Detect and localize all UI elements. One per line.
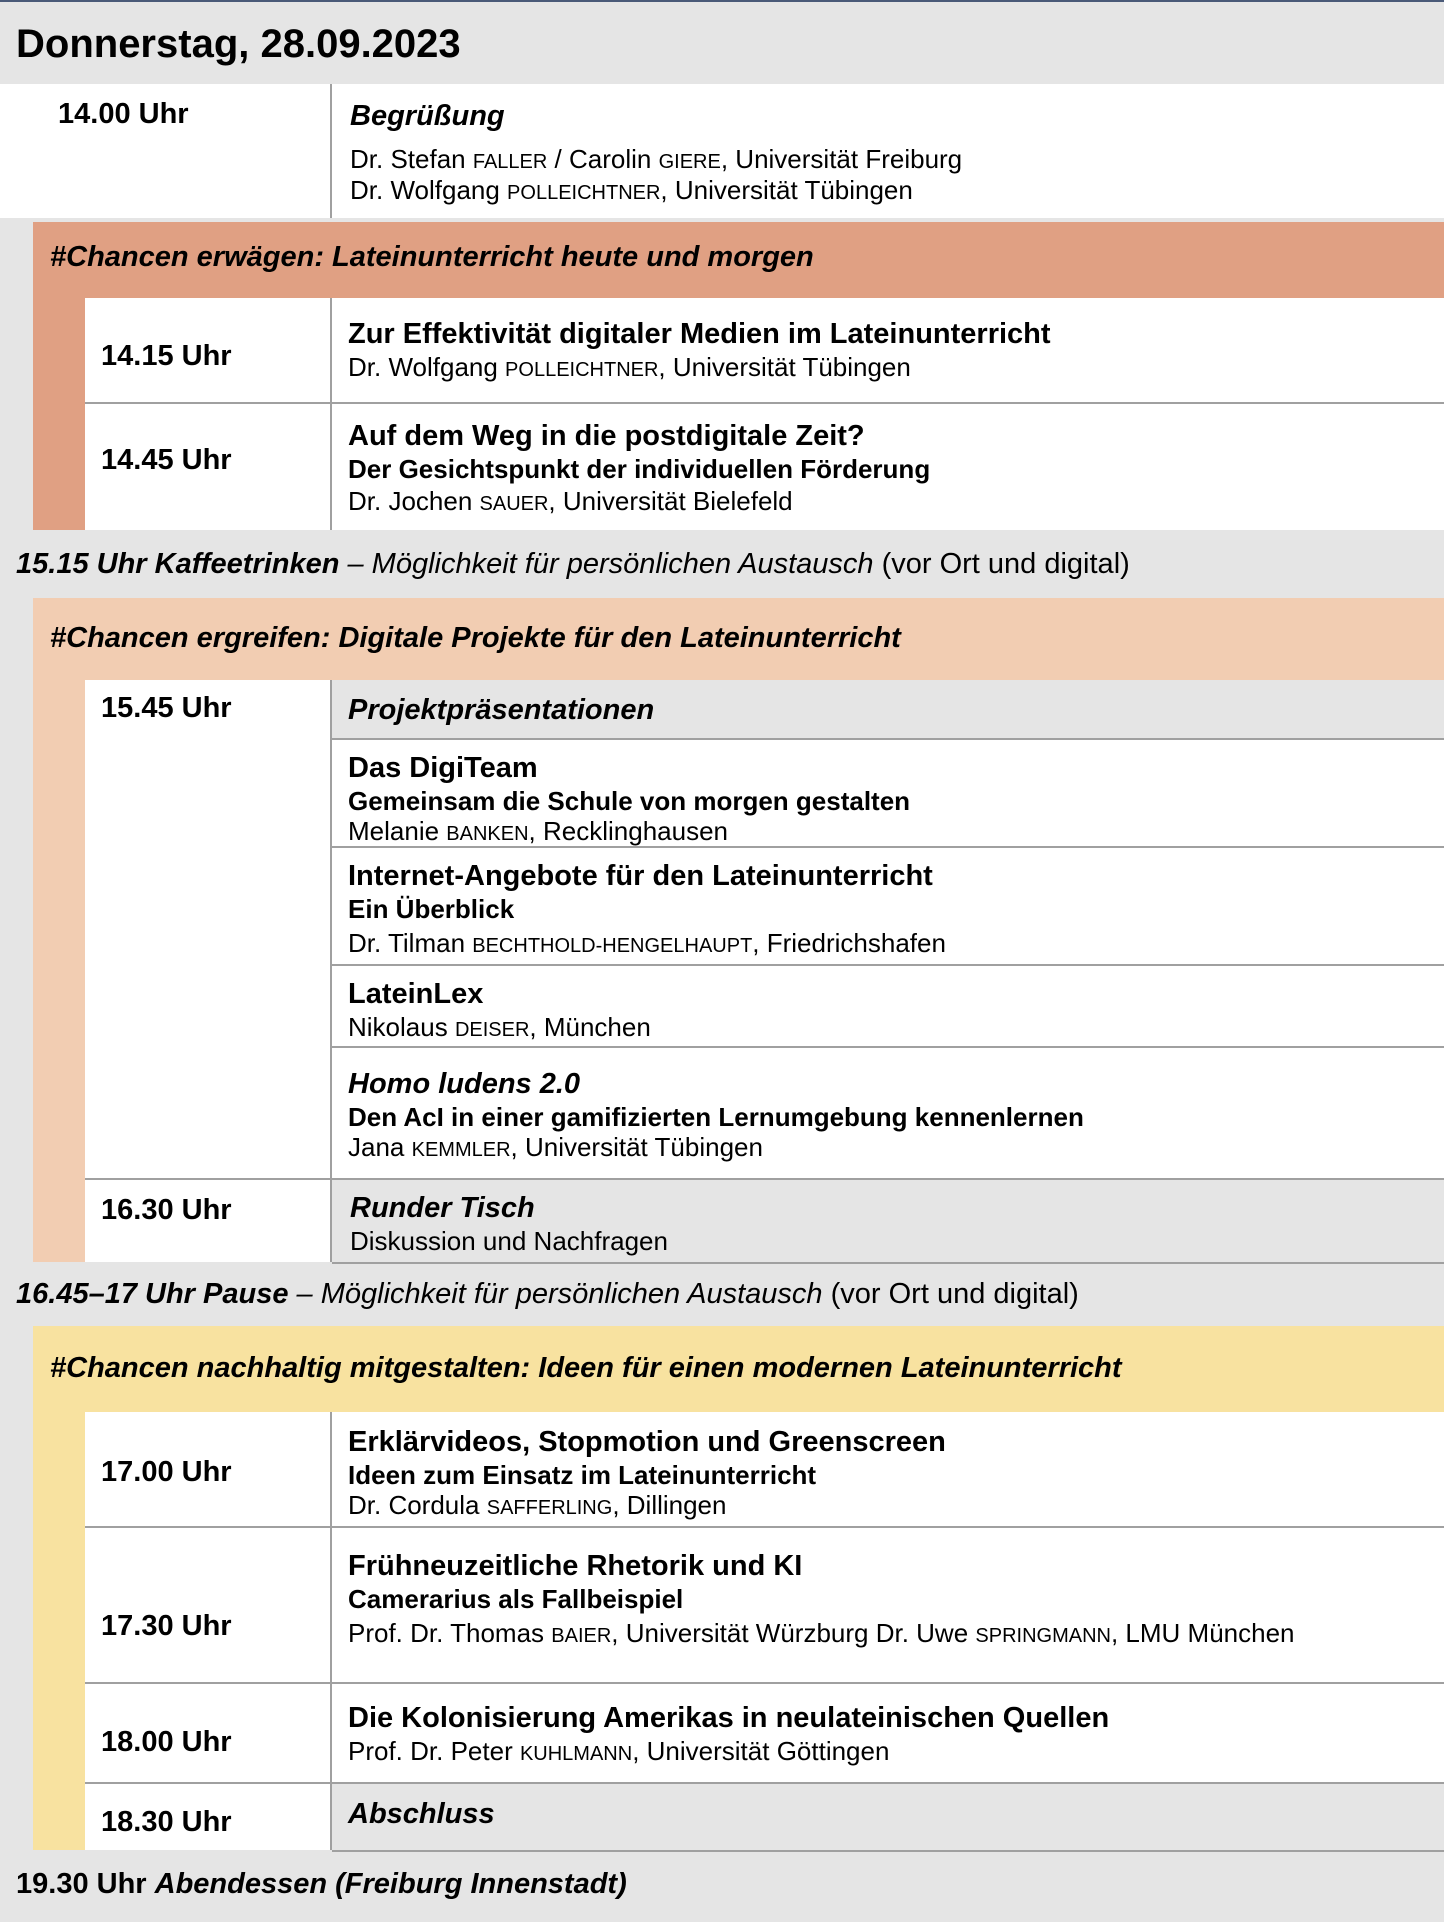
project-title: Das DigiTeam [348,752,538,784]
talk-time: 15.45 Uhr [101,692,232,724]
talk-title: Erklärvideos, Stopmotion und Greenscreen [348,1426,946,1458]
project-item [332,1048,1444,1178]
welcome-time: 14.00 Uhr [58,98,189,130]
talk-content [332,1412,1444,1526]
talk-time-cell [85,1784,330,1850]
talk-time-cell [85,1180,330,1262]
talk-time-cell [85,1684,330,1782]
round-table-title: Runder Tisch [350,1192,535,1224]
round-table-subtitle: Diskussion und Nachfragen [350,1226,668,1256]
project-item [332,966,1444,1046]
project-title: Internet-Angebote für den Lateinunterricht [348,860,933,892]
talk-time-cell [85,298,330,402]
day-header [0,2,1444,84]
round-table-cell [332,1180,1444,1262]
talk-subtitle: Camerarius als Fallbeispiel [348,1584,684,1614]
project-title: LateinLex [348,978,484,1010]
project-speaker: Melanie BANKEN, Recklinghausen [348,816,728,846]
row-divider [332,1262,1444,1264]
talk-time: 14.15 Uhr [101,340,232,372]
talk-time: 17.00 Uhr [101,1456,232,1488]
project-item [332,740,1444,846]
talk-time-cell [85,1412,330,1526]
talk-time-cell [85,680,330,1178]
talk-content [332,1684,1444,1782]
talk-speaker: Dr. Wolfgang POLLEICHTNER, Universität Tübingen [348,352,911,382]
welcome-content [332,84,1444,218]
talk-speaker: Dr. Jochen SAUER, Universität Bielefeld [348,486,793,516]
talk-time: 18.00 Uhr [101,1726,232,1758]
project-subtitle: Den AcI in einer gamifizierten Lernumgebung kennenlernen [348,1102,1084,1132]
day-title: Donnerstag, 28.09.2023 [16,22,461,66]
welcome-time-cell [0,84,330,218]
project-speaker: Dr. Tilman BECHTHOLD-HENGELHAUPT, Friedrichshafen [348,928,946,958]
project-subtitle: Gemeinsam die Schule von morgen gestalten [348,786,911,816]
talk-title: Zur Effektivität digitaler Medien im Lateinunterricht [348,318,1051,350]
welcome-speaker: Dr. Wolfgang POLLEICHTNER, Universität Tübingen [350,175,913,205]
project-subtitle: Ein Überblick [348,894,515,924]
project-speaker: Jana KEMMLER, Universität Tübingen [348,1132,763,1162]
talk-speaker: Prof. Dr. Thomas BAIER, Universität Würzburg Dr. Uwe SPRINGMANN, LMU München [348,1618,1295,1648]
talk-subtitle: Ideen zum Einsatz im Lateinunterricht [348,1460,817,1490]
project-title: Homo ludens 2.0 [348,1068,581,1100]
talk-time-cell [85,1528,330,1682]
talk-subtitle: Der Gesichtspunkt der individuellen Förderung [348,454,931,484]
presentations-heading: Projektpräsentationen [348,694,655,726]
talk-time: 18.30 Uhr [101,1806,232,1838]
talk-content [332,1528,1444,1682]
closing-title: Abschluss [348,1798,495,1830]
talk-content [332,298,1444,402]
welcome-speaker: Dr. Stefan FALLER / Carolin GIERE, Universität Freiburg [350,144,963,174]
talk-time-cell [85,404,330,530]
talk-time: 16.30 Uhr [101,1194,232,1226]
talk-time: 14.45 Uhr [101,444,232,476]
program-page: Donnerstag, 28.09.2023 14.00 Uhr Begrüßung Dr. Stefan FALLER / Carolin GIERE, Universität Freiburg Dr. Wolfgang POLLEICHTNER, Universität Tübingen #Chancen erwägen: Lateinunterricht heute und morgen 14.15 Uhr Zur Effektivität digitaler Medien im Lateinunterricht Dr. Wolfgang POLLEICHTNER, Universität Tübingen 14.45 Uhr Auf dem Weg in die postdigitale Zeit? Der Gesichtspunkt der individuellen Förderung Dr. Jochen SAUER, Universität Bielefeld 15.15 Uhr Kaffeetrinken – Möglichkeit für persönlichen Austausch (vor Ort und digital) #Chancen ergreifen: Digitale Projekte für den Lateinunterricht 15.45 Uhr Projektpräsentationen Das DigiTeam Gemeinsam die Schule von morgen gestalten Melanie BANKEN, Recklinghausen Internet-Angebote für den Lateinunterricht Ein Überblick Dr. Tilman BECHTHOLD-HENGELHAUPT, Friedrichshafen LateinLex Nikolaus DEISER, München Homo ludens 2.0 Den AcI in einer gamifizierten Lernumgebung kennenlernen Jana KEMMLER, Universität Tübingen 16.30 Uhr Runder Tisch Diskussion und Nachfragen 16.45–17 Uhr Pause – Möglichkeit für persönlichen Austausch (vor Ort und digital) #Chancen nachhaltig mitgestalten: Ideen für einen modernen Lateinunterricht 17.00 Uhr Erklärvideos, Stopmotion und Greenscreen Ideen zum Einsatz im Lateinunterricht Dr. Cordula SAFFERLING, Dillingen 17.30 Uhr Frühneuzeitliche Rhetorik und KI Camerarius als Fallbeispiel Prof. Dr. Thomas BAIER, Universität Würzburg Dr. Uwe SPRINGMANN, LMU München 18.00 Uhr Die Kolonisierung Amerikas in neulateinischen Quellen Prof. Dr. Peter KUHLMANN, Universität Göttingen 18.30 Uhr Abschluss 19.30 Uhr Abendessen (Freiburg Innenstadt) [0,0,1444,1922]
row-divider [332,1850,1444,1852]
project-item [332,848,1444,964]
presentations-heading-cell [332,680,1444,738]
talk-content [332,404,1444,530]
talk-speaker: Prof. Dr. Peter KUHLMANN, Universität Göttingen [348,1736,890,1766]
talk-title: Die Kolonisierung Amerikas in neulateinischen Quellen [348,1702,1110,1734]
section-mitgestalten-title: #Chancen nachhaltig mitgestalten: Ideen für einen modernen Lateinunterricht [50,1352,1122,1384]
section-erwaegen-title: #Chancen erwägen: Lateinunterricht heute und morgen [50,241,814,273]
talk-title: Auf dem Weg in die postdigitale Zeit? [348,420,865,452]
talk-time: 17.30 Uhr [101,1610,232,1642]
talk-title: Frühneuzeitliche Rhetorik und KI [348,1550,803,1582]
welcome-title: Begrüßung [350,100,505,132]
project-speaker: Nikolaus DEISER, München [348,1012,651,1042]
section-ergreifen-title: #Chancen ergreifen: Digitale Projekte für den Lateinunterricht [50,622,901,654]
talk-speaker: Dr. Cordula SAFFERLING, Dillingen [348,1490,727,1520]
closing-cell [332,1784,1444,1850]
